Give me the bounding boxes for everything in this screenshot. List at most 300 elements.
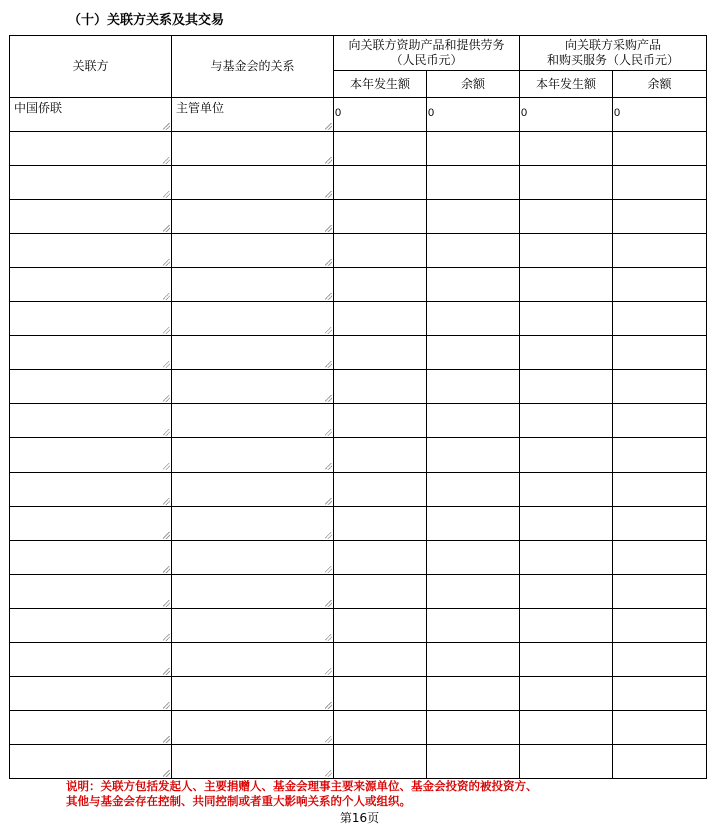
purchase-current-value [520, 711, 612, 720]
relation-textarea[interactable] [172, 745, 333, 778]
party-textarea-cell [10, 370, 172, 404]
relation-text [172, 438, 333, 441]
party-textarea[interactable] [10, 507, 171, 540]
party-textarea[interactable] [10, 98, 171, 131]
relation-text [172, 234, 333, 237]
provide-current-input[interactable] [334, 336, 427, 370]
party-textarea[interactable] [10, 166, 171, 199]
resize-grip-icon[interactable] [325, 668, 332, 675]
party-textarea-cell [10, 200, 172, 234]
provide-balance-value [427, 745, 519, 754]
relation-textarea[interactable] [172, 711, 333, 744]
purchase-balance-input[interactable] [613, 370, 707, 404]
purchase-balance-value [613, 711, 706, 720]
party-textarea[interactable] [10, 643, 171, 676]
provide-current-input[interactable] [334, 506, 427, 540]
purchase-current-value [520, 404, 612, 413]
resize-grip-icon[interactable] [163, 736, 170, 743]
purchase-balance-value [613, 438, 706, 447]
provide-current-input[interactable] [334, 404, 427, 438]
provide-balance-value [427, 404, 519, 413]
party-textarea[interactable] [10, 745, 171, 778]
relation-textarea[interactable] [172, 438, 333, 471]
provide-balance-input[interactable] [427, 132, 520, 166]
relation-text [172, 745, 333, 748]
party-text [10, 541, 171, 544]
party-textarea[interactable] [10, 473, 171, 506]
party-textarea-cell [10, 268, 172, 302]
party-text [10, 575, 171, 578]
relation-text [172, 268, 333, 271]
resize-grip-icon[interactable] [163, 225, 170, 232]
party-text [10, 302, 171, 305]
provide-current-value [334, 166, 426, 175]
provide-current-input[interactable] [334, 540, 427, 574]
provide-balance-value [427, 541, 519, 550]
purchase-current-input[interactable] [520, 302, 613, 336]
relation-textarea-cell [172, 404, 334, 438]
party-textarea[interactable] [10, 132, 171, 165]
relation-textarea-cell [172, 608, 334, 642]
purchase-current-value [520, 268, 612, 277]
resize-grip-icon[interactable] [325, 736, 332, 743]
relation-textarea-cell [172, 744, 334, 778]
resize-grip-icon[interactable] [325, 600, 332, 607]
party-text [10, 438, 171, 441]
table-row [10, 472, 707, 506]
provide-current-value [334, 507, 426, 516]
party-textarea[interactable] [10, 711, 171, 744]
relation-textarea-cell [172, 200, 334, 234]
resize-grip-icon[interactable] [325, 498, 332, 505]
relation-text [172, 507, 333, 510]
resize-grip-icon[interactable] [325, 123, 332, 130]
purchase-balance-input[interactable] [613, 540, 707, 574]
party-textarea-cell [10, 472, 172, 506]
purchase-current-input[interactable] [520, 404, 613, 438]
purchase-balance-input[interactable] [613, 676, 707, 710]
provide-current-value [334, 370, 426, 379]
resize-grip-icon[interactable] [163, 259, 170, 266]
relation-text [172, 370, 333, 373]
header-purchase-line1: 向关联方采购产品 [565, 38, 662, 52]
provide-balance-value [427, 234, 519, 243]
provide-balance-value: 0 [428, 107, 435, 119]
provide-current-value [334, 268, 426, 277]
resize-grip-icon[interactable] [163, 123, 170, 130]
provide-balance-input[interactable] [427, 506, 520, 540]
purchase-current-value [520, 643, 612, 652]
purchase-balance-value [613, 745, 706, 754]
purchase-balance-input[interactable] [613, 166, 707, 200]
resize-grip-icon[interactable] [163, 191, 170, 198]
party-textarea-cell [10, 404, 172, 438]
provide-balance-input[interactable] [427, 710, 520, 744]
resize-grip-icon[interactable] [163, 532, 170, 539]
resize-grip-icon[interactable] [325, 429, 332, 436]
relation-textarea[interactable] [172, 98, 333, 131]
provide-balance-input[interactable] [427, 608, 520, 642]
resize-grip-icon[interactable] [325, 532, 332, 539]
provide-balance-value [427, 132, 519, 141]
table-row [10, 744, 707, 778]
purchase-balance-input[interactable] [613, 710, 707, 744]
header-row-top [10, 36, 707, 71]
provide-current-value [334, 711, 426, 720]
relation-textarea-cell [172, 166, 334, 200]
section-title: （十）关联方关系及其交易 [68, 13, 225, 28]
relation-textarea-cell [172, 506, 334, 540]
party-textarea-cell [10, 166, 172, 200]
provide-balance-input[interactable] [427, 540, 520, 574]
provide-balance-input[interactable] [427, 302, 520, 336]
party-text [10, 336, 171, 339]
relation-textarea-cell [172, 234, 334, 268]
page-number: 第16页 [339, 811, 380, 825]
relation-textarea[interactable] [172, 302, 333, 335]
provide-balance-input[interactable] [427, 336, 520, 370]
party-textarea-cell [10, 608, 172, 642]
purchase-current-input[interactable] [520, 472, 613, 506]
provide-balance-input[interactable] [427, 166, 520, 200]
relation-textarea[interactable] [172, 234, 333, 267]
purchase-current-input[interactable] [520, 676, 613, 710]
party-textarea-cell [10, 98, 172, 132]
provide-balance-input[interactable] [427, 98, 520, 132]
header-provide-line2: （人民币元） [390, 53, 463, 67]
provide-balance-input[interactable] [427, 472, 520, 506]
party-textarea-cell [10, 710, 172, 744]
relation-text: 主管单位 [176, 101, 225, 115]
purchase-current-input[interactable] [520, 200, 613, 234]
relation-text [172, 132, 333, 135]
resize-grip-icon[interactable] [163, 361, 170, 368]
provide-current-input[interactable] [334, 132, 427, 166]
table-row [10, 506, 707, 540]
table-row [10, 710, 707, 744]
provide-balance-input[interactable] [427, 268, 520, 302]
relation-textarea[interactable] [172, 370, 333, 403]
purchase-balance-input[interactable] [613, 438, 707, 472]
purchase-current-input[interactable] [520, 132, 613, 166]
relation-text [172, 711, 333, 714]
provide-current-input[interactable] [334, 744, 427, 778]
purchase-current-input[interactable] [520, 234, 613, 268]
purchase-current-value [520, 302, 612, 311]
purchase-current-input[interactable] [520, 166, 613, 200]
purchase-current-input[interactable] [520, 744, 613, 778]
provide-balance-input[interactable] [427, 744, 520, 778]
relation-textarea-cell [172, 98, 334, 132]
purchase-balance-input[interactable] [613, 744, 707, 778]
resize-grip-icon[interactable] [163, 157, 170, 164]
resize-grip-icon[interactable] [163, 463, 170, 470]
provide-current-input[interactable] [334, 608, 427, 642]
related-party-table [9, 35, 707, 779]
provide-current-input[interactable] [334, 234, 427, 268]
party-textarea-cell [10, 506, 172, 540]
resize-grip-icon[interactable] [163, 600, 170, 607]
provide-balance-input[interactable] [427, 676, 520, 710]
provide-current-value [334, 575, 426, 584]
purchase-current-value [520, 370, 612, 379]
provide-current-input[interactable] [334, 370, 427, 404]
relation-textarea[interactable] [172, 507, 333, 540]
purchase-balance-input[interactable] [613, 98, 707, 132]
purchase-current-value [520, 677, 612, 686]
header-provide-current: 本年发生额 [334, 71, 427, 98]
provide-balance-value [427, 200, 519, 209]
relation-textarea[interactable] [172, 643, 333, 676]
provide-balance-input[interactable] [427, 370, 520, 404]
provide-current-input[interactable] [334, 200, 427, 234]
table-row [10, 132, 707, 166]
relation-textarea[interactable] [172, 336, 333, 369]
purchase-current-input[interactable] [520, 98, 613, 132]
purchase-current-value [520, 166, 612, 175]
purchase-current-input[interactable] [520, 540, 613, 574]
purchase-balance-value: 0 [614, 107, 621, 119]
provide-balance-input[interactable] [427, 574, 520, 608]
table-row [10, 234, 707, 268]
purchase-current-input[interactable] [520, 608, 613, 642]
relation-textarea-cell [172, 268, 334, 302]
purchase-current-value [520, 473, 612, 482]
party-text: 中国侨联 [14, 101, 63, 115]
relation-textarea[interactable] [172, 473, 333, 506]
footnote-line2: 其他与基金会存在控制、共同控制或者重大影响关系的个人或组织。 [66, 794, 411, 808]
purchase-current-input[interactable] [520, 336, 613, 370]
resize-grip-icon[interactable] [163, 770, 170, 777]
table-row [10, 540, 707, 574]
provide-balance-value [427, 711, 519, 720]
provide-current-input[interactable] [334, 166, 427, 200]
party-text [10, 711, 171, 714]
party-textarea[interactable] [10, 575, 171, 608]
party-textarea[interactable] [10, 336, 171, 369]
table-row [10, 98, 707, 132]
resize-grip-icon[interactable] [325, 361, 332, 368]
purchase-balance-input[interactable] [613, 472, 707, 506]
provide-balance-input[interactable] [427, 404, 520, 438]
header-provide-line1: 向关联方资助产品和提供劳务 [348, 38, 505, 52]
relation-textarea-cell [172, 438, 334, 472]
purchase-balance-value [613, 609, 706, 618]
relation-textarea[interactable] [172, 541, 333, 574]
purchase-balance-value [613, 302, 706, 311]
provide-balance-input[interactable] [427, 642, 520, 676]
provide-balance-value [427, 438, 519, 447]
resize-grip-icon[interactable] [325, 634, 332, 641]
purchase-balance-input[interactable] [613, 268, 707, 302]
relation-textarea[interactable] [172, 132, 333, 165]
relation-text [172, 302, 333, 305]
purchase-balance-input[interactable] [613, 642, 707, 676]
provide-current-input[interactable] [334, 710, 427, 744]
resize-grip-icon[interactable] [163, 395, 170, 402]
party-textarea[interactable] [10, 302, 171, 335]
purchase-current-input[interactable] [520, 370, 613, 404]
relation-text [172, 166, 333, 169]
purchase-current-input[interactable] [520, 710, 613, 744]
purchase-balance-input[interactable] [613, 200, 707, 234]
party-text [10, 234, 171, 237]
provide-balance-input[interactable] [427, 234, 520, 268]
purchase-current-value [520, 336, 612, 345]
resize-grip-icon[interactable] [325, 157, 332, 164]
party-textarea[interactable] [10, 438, 171, 471]
provide-current-value [334, 677, 426, 686]
table-row [10, 642, 707, 676]
table-row [10, 608, 707, 642]
provide-balance-value [427, 370, 519, 379]
party-text [10, 200, 171, 203]
purchase-current-value [520, 234, 612, 243]
purchase-current-value: 0 [521, 107, 528, 119]
table-row [10, 200, 707, 234]
purchase-balance-value [613, 166, 706, 175]
party-textarea[interactable] [10, 404, 171, 437]
purchase-balance-input[interactable] [613, 234, 707, 268]
purchase-balance-input[interactable] [613, 574, 707, 608]
provide-current-input[interactable] [334, 302, 427, 336]
purchase-current-input[interactable] [520, 574, 613, 608]
provide-current-value: 0 [335, 107, 342, 119]
relation-text [172, 677, 333, 680]
provide-current-input[interactable] [334, 98, 427, 132]
purchase-balance-value [613, 268, 706, 277]
purchase-current-input[interactable] [520, 642, 613, 676]
party-textarea-cell [10, 744, 172, 778]
resize-grip-icon[interactable] [325, 327, 332, 334]
resize-grip-icon[interactable] [325, 259, 332, 266]
provide-current-input[interactable] [334, 438, 427, 472]
resize-grip-icon[interactable] [325, 293, 332, 300]
provide-current-value [334, 609, 426, 618]
relation-textarea[interactable] [172, 575, 333, 608]
relation-text [172, 473, 333, 476]
provide-current-value [334, 200, 426, 209]
purchase-balance-input[interactable] [613, 506, 707, 540]
provide-balance-input[interactable] [427, 200, 520, 234]
relation-text [172, 643, 333, 646]
party-text [10, 677, 171, 680]
party-textarea[interactable] [10, 370, 171, 403]
provide-current-input[interactable] [334, 268, 427, 302]
party-textarea-cell [10, 336, 172, 370]
provide-current-value [334, 336, 426, 345]
party-text [10, 268, 171, 271]
relation-text [172, 575, 333, 578]
relation-text [172, 404, 333, 407]
resize-grip-icon[interactable] [163, 429, 170, 436]
party-text [10, 132, 171, 135]
resize-grip-icon[interactable] [163, 668, 170, 675]
party-textarea[interactable] [10, 541, 171, 574]
provide-current-input[interactable] [334, 574, 427, 608]
relation-textarea-cell [172, 370, 334, 404]
resize-grip-icon[interactable] [163, 498, 170, 505]
relation-textarea[interactable] [172, 609, 333, 642]
purchase-balance-value [613, 132, 706, 141]
party-textarea-cell [10, 540, 172, 574]
resize-grip-icon[interactable] [163, 327, 170, 334]
resize-grip-icon[interactable] [163, 566, 170, 573]
party-textarea-cell [10, 302, 172, 336]
resize-grip-icon[interactable] [325, 702, 332, 709]
relation-textarea[interactable] [172, 677, 333, 710]
header-purchase-line2: 和购买服务（人民币元） [547, 53, 680, 67]
provide-balance-value [427, 166, 519, 175]
purchase-balance-value [613, 541, 706, 550]
resize-grip-icon[interactable] [325, 566, 332, 573]
relation-textarea[interactable] [172, 200, 333, 233]
provide-balance-value [427, 643, 519, 652]
relation-textarea-cell [172, 642, 334, 676]
relation-textarea-cell [172, 574, 334, 608]
provide-current-input[interactable] [334, 472, 427, 506]
purchase-balance-value [613, 234, 706, 243]
relation-textarea[interactable] [172, 404, 333, 437]
party-textarea[interactable] [10, 268, 171, 301]
purchase-balance-value [613, 200, 706, 209]
table-row [10, 370, 707, 404]
resize-grip-icon[interactable] [163, 634, 170, 641]
party-textarea[interactable] [10, 609, 171, 642]
party-text [10, 404, 171, 407]
resize-grip-icon[interactable] [325, 770, 332, 777]
provide-current-input[interactable] [334, 676, 427, 710]
relation-textarea[interactable] [172, 268, 333, 301]
purchase-current-input[interactable] [520, 506, 613, 540]
party-textarea[interactable] [10, 677, 171, 710]
purchase-current-input[interactable] [520, 268, 613, 302]
resize-grip-icon[interactable] [325, 395, 332, 402]
purchase-current-input[interactable] [520, 438, 613, 472]
relation-textarea[interactable] [172, 166, 333, 199]
party-textarea-cell [10, 642, 172, 676]
resize-grip-icon[interactable] [163, 293, 170, 300]
resize-grip-icon[interactable] [325, 225, 332, 232]
purchase-balance-input[interactable] [613, 336, 707, 370]
resize-grip-icon[interactable] [325, 463, 332, 470]
header-purchase-balance: 余额 [613, 71, 707, 98]
party-textarea[interactable] [10, 234, 171, 267]
table-row [10, 404, 707, 438]
relation-text [172, 609, 333, 612]
relation-textarea-cell [172, 710, 334, 744]
party-textarea[interactable] [10, 200, 171, 233]
provide-current-value [334, 234, 426, 243]
resize-grip-icon[interactable] [163, 702, 170, 709]
provide-current-value [334, 541, 426, 550]
purchase-balance-input[interactable] [613, 404, 707, 438]
party-textarea-cell [10, 234, 172, 268]
purchase-current-value [520, 745, 612, 754]
purchase-balance-input[interactable] [613, 132, 707, 166]
provide-current-value [334, 745, 426, 754]
resize-grip-icon[interactable] [325, 191, 332, 198]
purchase-balance-input[interactable] [613, 302, 707, 336]
header-party: 关联方 [10, 36, 172, 98]
provide-balance-input[interactable] [427, 438, 520, 472]
provide-current-value [334, 404, 426, 413]
provide-current-input[interactable] [334, 642, 427, 676]
provide-balance-value [427, 336, 519, 345]
purchase-current-value [520, 200, 612, 209]
purchase-balance-value [613, 507, 706, 516]
purchase-balance-input[interactable] [613, 608, 707, 642]
